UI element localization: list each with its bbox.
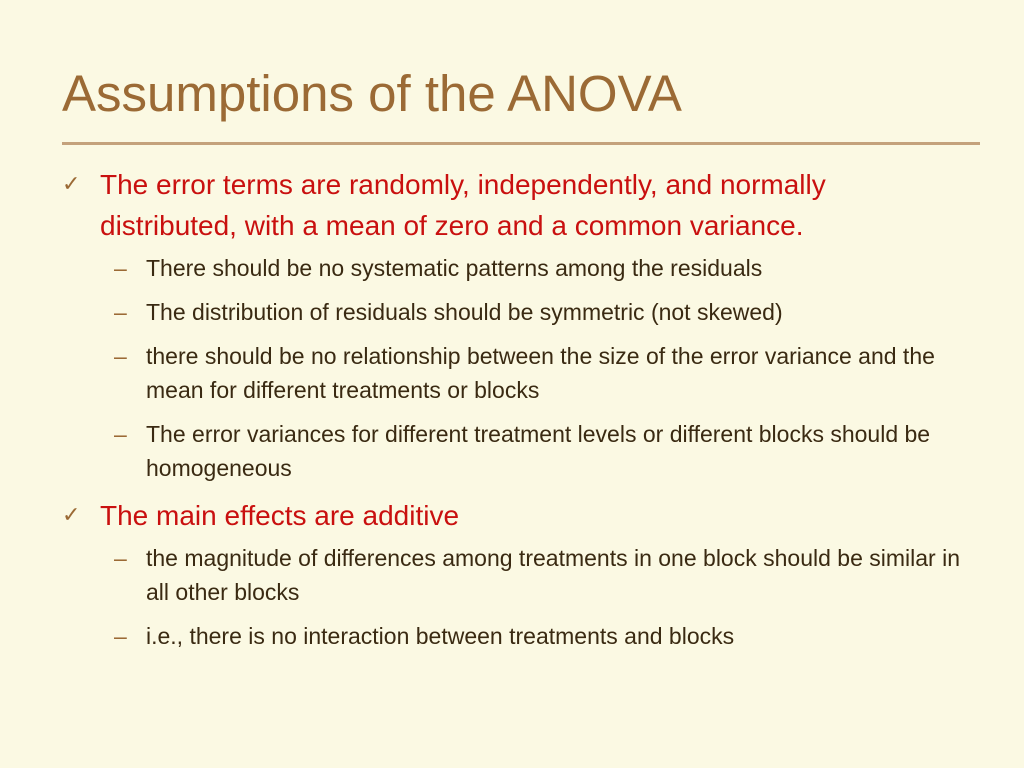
dash-icon: – (114, 545, 127, 571)
sub-bullet-list (62, 541, 962, 653)
sub-bullet (62, 339, 962, 407)
sub-bullet-text: The error variances for different treatment levels or different blocks should be homogeneous (146, 421, 931, 481)
dash-icon: – (114, 299, 127, 325)
checkmark-icon: ✓ (62, 172, 81, 197)
sub-bullet (62, 295, 962, 329)
dash-icon: – (114, 623, 127, 649)
sub-bullet-text: There should be no systematic patterns among the residuals (146, 255, 763, 281)
sub-bullet (62, 619, 962, 653)
sub-bullet (62, 541, 962, 609)
sub-bullet-list (62, 251, 962, 485)
bullet-text: The main effects are additive (100, 500, 460, 531)
sub-bullet-text: the magnitude of differences among treatments in one block should be similar in all other blocks (146, 545, 960, 605)
sub-bullet-text: i.e., there is no interaction between treatments and blocks (146, 623, 735, 649)
slide-content (62, 164, 962, 663)
dash-icon: – (114, 343, 127, 369)
bullet-main-effects (62, 495, 962, 536)
bullet-text: The error terms are randomly, independently, and normally distributed, with a mean of zero and a common variance. (100, 169, 826, 241)
bullet-error-terms (62, 164, 962, 246)
sub-bullet (62, 417, 962, 485)
dash-icon: – (114, 421, 127, 447)
dash-icon: – (114, 255, 127, 281)
title-divider (62, 142, 980, 145)
sub-bullet-text: The distribution of residuals should be symmetric (not skewed) (146, 299, 783, 325)
sub-bullet (62, 251, 962, 285)
slide-title: Assumptions of the ANOVA (62, 65, 682, 122)
checkmark-icon: ✓ (62, 503, 81, 528)
sub-bullet-text: there should be no relationship between the size of the error variance and the mean for different treatments or blocks (146, 343, 935, 403)
